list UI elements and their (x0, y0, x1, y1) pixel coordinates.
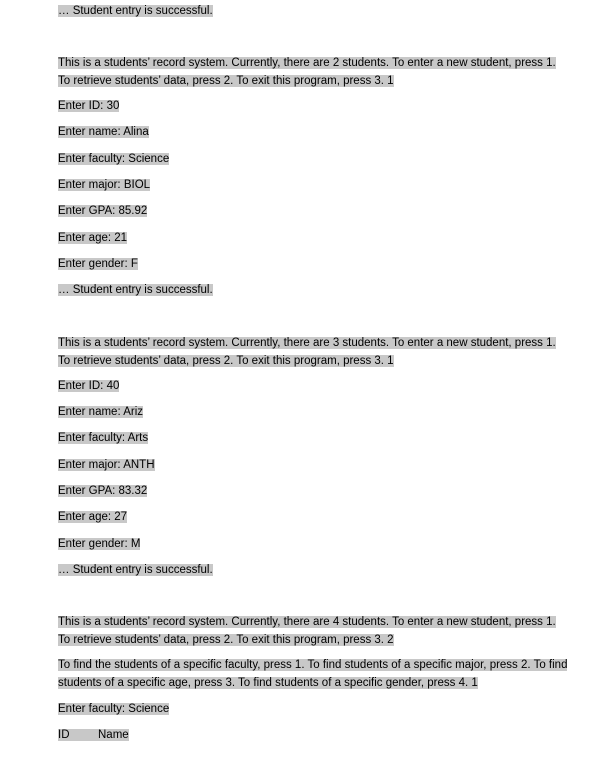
results-table-header (58, 727, 568, 745)
gender-prompt: Enter gender: M (58, 538, 141, 550)
column-header-name: Name (98, 729, 129, 741)
system-menu-prompt: This is a students’ record system. Currently, there are 3 students. To enter a new student, press 1. To retrieve students’ data, press 2. To exit this program, press 3. 1 (58, 337, 556, 367)
id-prompt: Enter ID: 40 (58, 380, 120, 392)
age-prompt: Enter age: 27 (58, 511, 128, 523)
name-prompt: Enter name: Ariz (58, 406, 144, 418)
gpa-prompt: Enter GPA: 83.32 (58, 485, 148, 497)
entry-success-message: … Student entry is successful. (58, 5, 213, 17)
age-prompt: Enter age: 21 (58, 232, 128, 244)
name-prompt: Enter name: Alina (58, 126, 149, 138)
system-menu-prompt: This is a students’ record system. Currently, there are 2 students. To enter a new student, press 1. To retrieve students’ data, press 2. To exit this program, press 3. 1 (58, 57, 556, 87)
column-header-id: ID (58, 729, 70, 741)
retrieval-menu-prompt: To find the students of a specific faculty, press 1. To find students of a specific major, press 2. To find students of a specific age, press 3. To find students of a specific gender, press 4. 1 (58, 659, 568, 689)
gpa-prompt: Enter GPA: 85.92 (58, 205, 148, 217)
major-prompt: Enter major: ANTH (58, 459, 155, 471)
major-prompt: Enter major: BIOL (58, 179, 151, 191)
system-menu-prompt: This is a students’ record system. Currently, there are 4 students. To enter a new student, press 1. To retrieve students’ data, press 2. To exit this program, press 3. 2 (58, 616, 556, 646)
faculty-prompt: Enter faculty: Science (58, 703, 170, 715)
faculty-prompt: Enter faculty: Science (58, 153, 170, 165)
gender-prompt: Enter gender: F (58, 258, 138, 270)
id-prompt: Enter ID: 30 (58, 100, 120, 112)
entry-success-message: … Student entry is successful. (58, 284, 213, 296)
entry-success-message: … Student entry is successful. (58, 564, 213, 576)
faculty-prompt: Enter faculty: Arts (58, 432, 149, 444)
